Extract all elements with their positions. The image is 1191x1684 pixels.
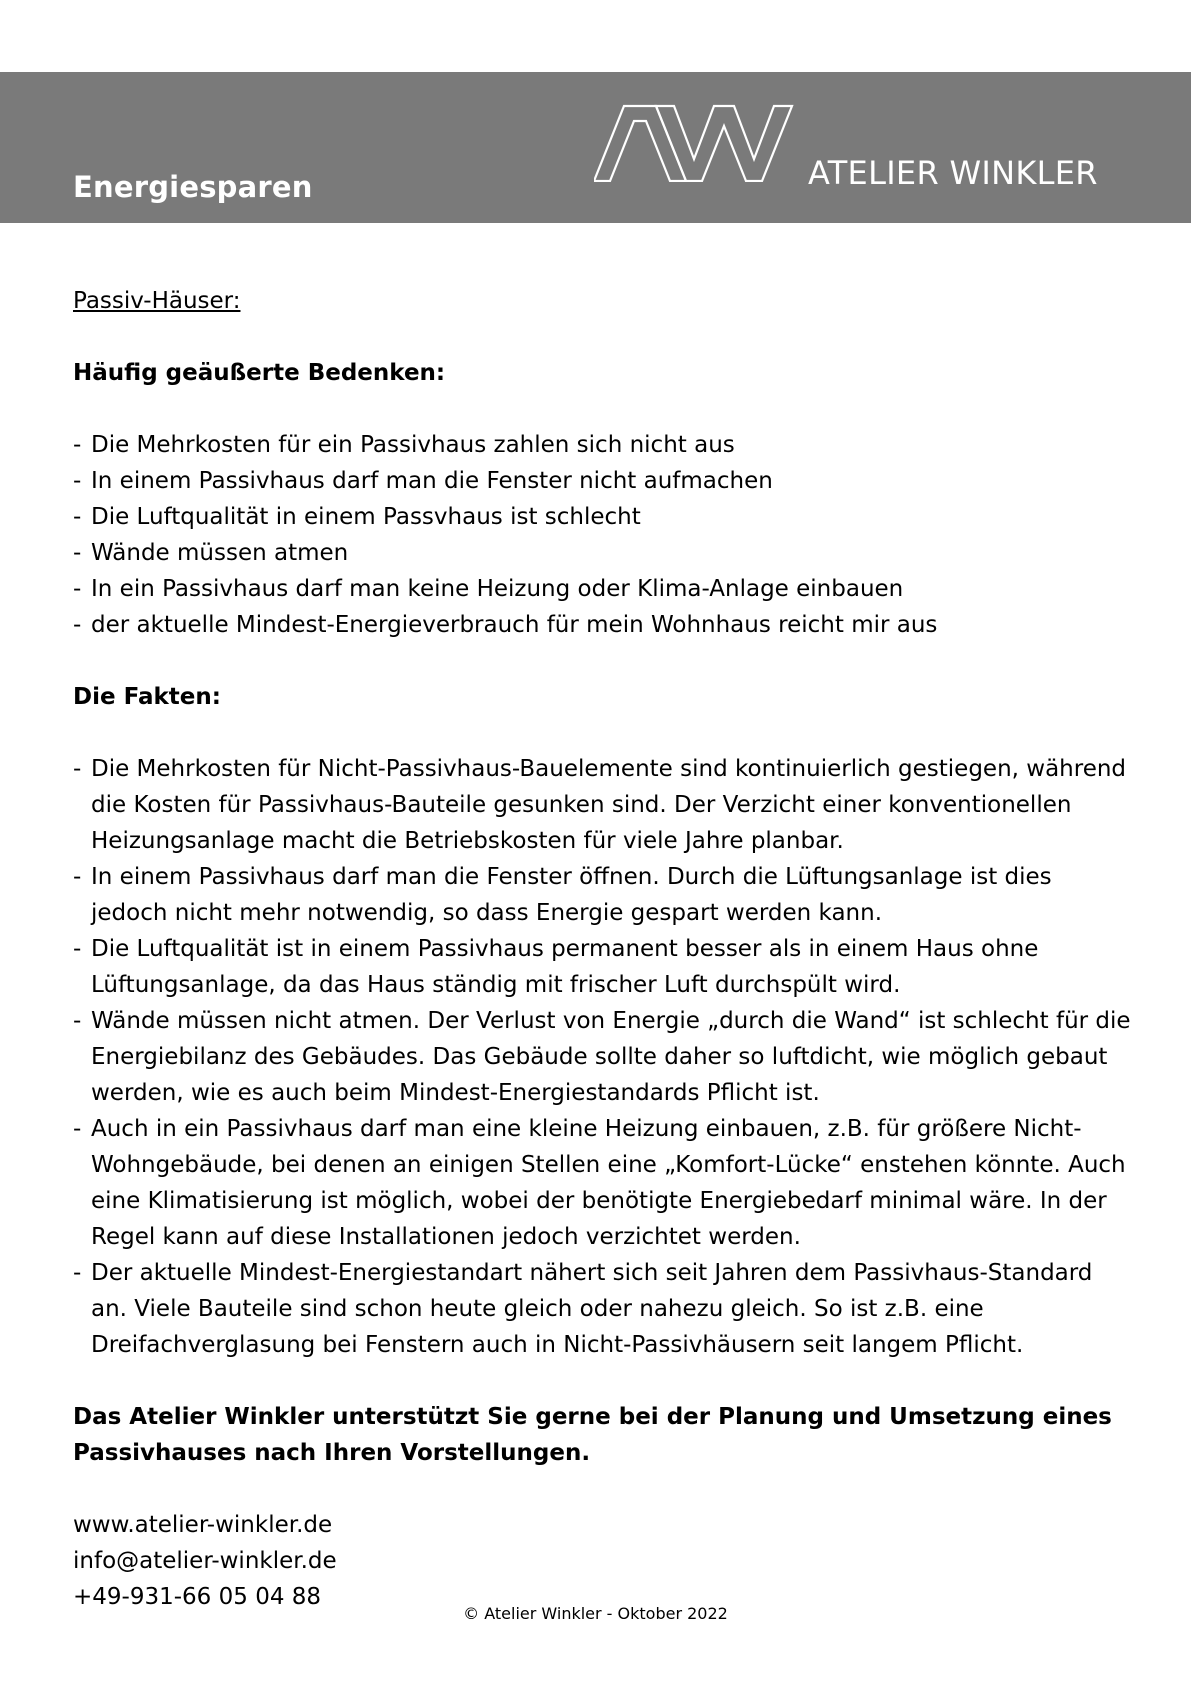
facts-list	[73, 751, 1133, 1363]
email-link[interactable]: info@atelier-winkler.de	[73, 1548, 337, 1574]
closing-statement: Das Atelier Winkler unterstützt Sie gerne bei der Planung und Umsetzung eines Passivhauses nach Ihren Vorstellungen.	[73, 1404, 1112, 1466]
list-item: - In einem Passivhaus darf man die Fenster nicht aufmachen	[73, 463, 1133, 499]
aw-logo-icon	[594, 104, 804, 182]
section-title: Passiv-Häuser:	[73, 288, 241, 314]
phone-number[interactable]: +49-931-66 05 04 88	[73, 1584, 322, 1610]
website-link[interactable]: www.atelier-winkler.de	[73, 1512, 333, 1538]
facts-heading: Die Fakten:	[73, 684, 221, 710]
concerns-list	[73, 427, 1133, 643]
brand-name: ATELIER WINKLER	[808, 154, 1098, 192]
list-item: - Wände müssen nicht atmen. Der Verlust von Energie „durch die Wand“ ist schlecht für die Energiebilanz des Gebäudes. Das Gebäude sollte daher so luftdicht, wie möglich gebaut werden, wie es auch beim Mindest-Energiestandards Pflicht ist.	[73, 1003, 1133, 1111]
list-item: - Die Mehrkosten für ein Passivhaus zahlen sich nicht aus	[73, 427, 1133, 463]
list-item: - Auch in ein Passivhaus darf man eine kleine Heizung einbauen, z.B. für größere Nicht-Wohngebäude, bei denen an einigen Stellen eine „Komfort-Lücke“ enstehen könnte. Auch eine Klimatisierung ist möglich, wobei der benötigte Energiebedarf minimal wäre. In der Regel kann auf diese Installationen jedoch verzichtet werden.	[73, 1111, 1133, 1255]
header-title: Energiesparen	[73, 170, 313, 204]
list-item: - In einem Passivhaus darf man die Fenster öffnen. Durch die Lüftungsanlage ist dies jedoch nicht mehr notwendig, so dass Energie gespart werden kann.	[73, 859, 1133, 931]
list-item: - Die Mehrkosten für Nicht-Passivhaus-Bauelemente sind kontinuierlich gestiegen, während die Kosten für Passivhaus-Bauteile gesunken sind. Der Verzicht einer konventionellen Heizungsanlage macht die Betriebskosten für viele Jahre planbar.	[73, 751, 1133, 859]
document-body	[73, 283, 1133, 1615]
list-item: - Der aktuelle Mindest-Energiestandart nähert sich seit Jahren dem Passivhaus-Standard an. Viele Bauteile sind schon heute gleich oder nahezu gleich. So ist z.B. eine Dreifachverglasung bei Fenstern auch in Nicht-Passivhäusern seit langem Pflicht.	[73, 1255, 1133, 1363]
list-item: - Die Luftqualität in einem Passvhaus ist schlecht	[73, 499, 1133, 535]
list-item: - In ein Passivhaus darf man keine Heizung oder Klima-Anlage einbauen	[73, 571, 1133, 607]
list-item: - Die Luftqualität ist in einem Passivhaus permanent besser als in einem Haus ohne Lüftungsanlage, da das Haus ständig mit frischer Luft durchspült wird.	[73, 931, 1133, 1003]
list-item: - der aktuelle Mindest-Energieverbrauch für mein Wohnhaus reicht mir aus	[73, 607, 1133, 643]
list-item: - Wände müssen atmen	[73, 535, 1133, 571]
concerns-heading: Häufig geäußerte Bedenken:	[73, 360, 446, 386]
footer-copyright: © Atelier Winkler - Oktober 2022	[463, 1604, 728, 1623]
